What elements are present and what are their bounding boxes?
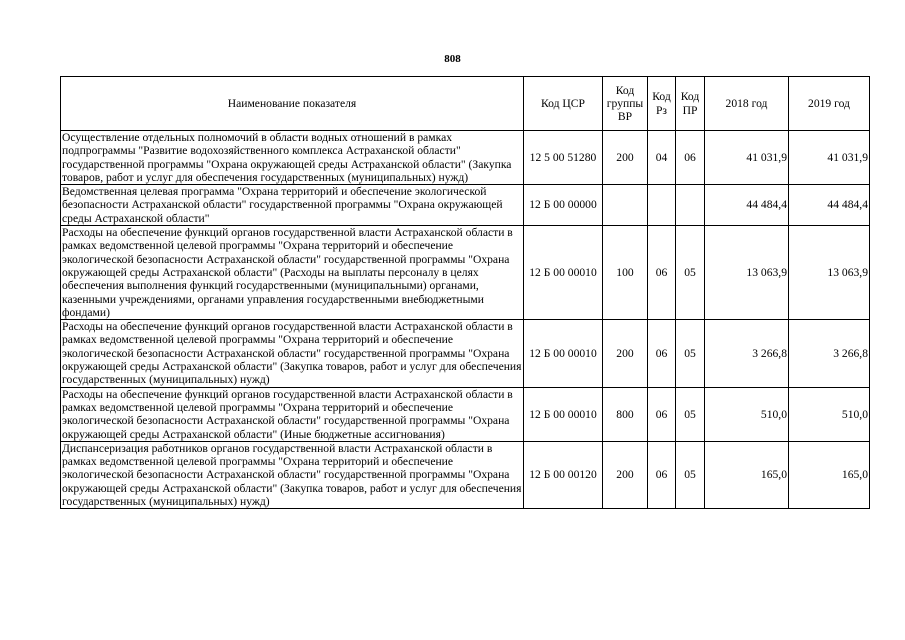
- row-2019: 165,0: [789, 441, 870, 508]
- row-vr: 200: [603, 320, 648, 387]
- row-csr: 12 5 00 51280: [524, 131, 603, 185]
- row-csr: 12 Б 00 00120: [524, 441, 603, 508]
- row-rz: 06: [648, 441, 676, 508]
- row-vr: 800: [603, 387, 648, 441]
- row-2019: 510,0: [789, 387, 870, 441]
- row-2018: 44 484,4: [705, 185, 789, 226]
- row-csr: 12 Б 00 00000: [524, 185, 603, 226]
- row-2018: 165,0: [705, 441, 789, 508]
- header-2019: 2019 год: [789, 77, 870, 131]
- header-vr: Код группы ВР: [603, 77, 648, 131]
- row-name: Ведомственная целевая программа "Охрана территорий и обеспечение экологической безопасности Астраханской области" государственной программы "Охрана окружающей среды Астраханской области": [61, 185, 524, 226]
- row-2019: 13 063,9: [789, 226, 870, 320]
- page-number: 808: [444, 53, 461, 65]
- table-row: [61, 185, 870, 226]
- row-csr: 12 Б 00 00010: [524, 320, 603, 387]
- row-pr: 06: [676, 131, 705, 185]
- table-row: [61, 226, 870, 320]
- budget-table: [60, 76, 870, 509]
- row-name: Осуществление отдельных полномочий в области водных отношений в рамках подпрограммы "Развитие водохозяйственного комплекса Астраханской области" государственной программы "Охрана окружающей среды Астраханской области" (Закупка товаров, работ и услуг для обеспечения государственных (муниципальных) нужд): [61, 131, 524, 185]
- row-pr: [676, 185, 705, 226]
- row-csr: 12 Б 00 00010: [524, 226, 603, 320]
- header-2018: 2018 год: [705, 77, 789, 131]
- row-rz: [648, 185, 676, 226]
- row-vr: 100: [603, 226, 648, 320]
- row-2018: 41 031,9: [705, 131, 789, 185]
- row-2018: 13 063,9: [705, 226, 789, 320]
- row-pr: 05: [676, 387, 705, 441]
- row-2019: 3 266,8: [789, 320, 870, 387]
- row-pr: 05: [676, 441, 705, 508]
- row-csr: 12 Б 00 00010: [524, 387, 603, 441]
- header-pr: Код ПР: [676, 77, 705, 131]
- row-rz: 04: [648, 131, 676, 185]
- row-pr: 05: [676, 226, 705, 320]
- row-2019: 41 031,9: [789, 131, 870, 185]
- row-2018: 510,0: [705, 387, 789, 441]
- header-csr: Код ЦСР: [524, 77, 603, 131]
- row-pr: 05: [676, 320, 705, 387]
- row-2018: 3 266,8: [705, 320, 789, 387]
- table-row: [61, 131, 870, 185]
- table-row: [61, 320, 870, 387]
- header-name: Наименование показателя: [61, 77, 524, 131]
- row-rz: 06: [648, 387, 676, 441]
- row-vr: 200: [603, 441, 648, 508]
- row-name: Расходы на обеспечение функций органов государственной власти Астраханской области в рамках ведомственной целевой программы "Охрана территорий и обеспечение экологической безопасности Астраханской области" государственной программы "Охрана окружающей среды Астраханской области" (Закупка товаров, работ и услуг для обеспечения государственных (муниципальных) нужд): [61, 320, 524, 387]
- row-rz: 06: [648, 320, 676, 387]
- row-2019: 44 484,4: [789, 185, 870, 226]
- table-header-row: [61, 77, 870, 131]
- row-name: Расходы на обеспечение функций органов государственной власти Астраханской области в рамках ведомственной целевой программы "Охрана территорий и обеспечение экологической безопасности Астраханской области" государственной программы "Охрана окружающей среды Астраханской области" (Иные бюджетные ассигнования): [61, 387, 524, 441]
- header-rz: Код Рз: [648, 77, 676, 131]
- table-row: [61, 387, 870, 441]
- row-name: Расходы на обеспечение функций органов государственной власти Астраханской области в рамках ведомственной целевой программы "Охрана территорий и обеспечение экологической безопасности Астраханской области" государственной программы "Охрана окружающей среды Астраханской области" (Расходы на выплаты персоналу в целях обеспечения выполнения функций государственными (муниципальными) органами, казенными учреждениями, органами управления государственными внебюджетными фондами): [61, 226, 524, 320]
- table-row: [61, 441, 870, 508]
- row-name: Диспансеризация работников органов государственной власти Астраханской области в рамках ведомственной целевой программы "Охрана территорий и обеспечение экологической безопасности Астраханской области" государственной программы "Охрана окружающей среды Астраханской области" (Закупка товаров, работ и услуг для обеспечения государственных (муниципальных) нужд): [61, 441, 524, 508]
- row-vr: [603, 185, 648, 226]
- row-rz: 06: [648, 226, 676, 320]
- row-vr: 200: [603, 131, 648, 185]
